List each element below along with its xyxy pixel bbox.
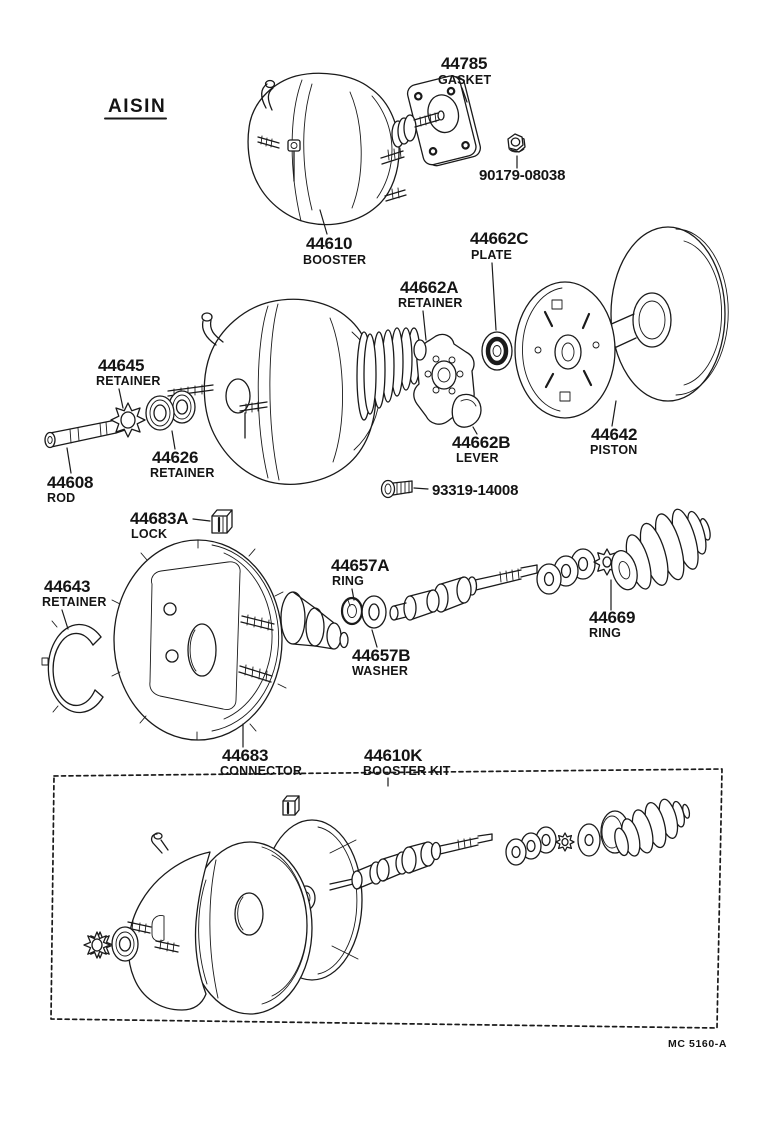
part-code: 44662C <box>470 229 529 248</box>
part-code: 44610K <box>364 746 423 765</box>
leader-line <box>612 401 616 426</box>
label-44642 <box>590 401 638 457</box>
part-code: 44785 <box>441 54 488 73</box>
label-44683 <box>220 724 302 778</box>
part-code: 93319-14008 <box>432 482 519 499</box>
label-44626 <box>150 431 215 480</box>
leader-line <box>492 263 496 330</box>
leader-line <box>62 610 68 629</box>
leader-line <box>172 431 175 449</box>
part-code: 44657A <box>331 556 390 575</box>
part-code: 44669 <box>589 608 636 627</box>
retainer-44643-drawing <box>42 621 103 713</box>
part-name: LEVER <box>456 451 499 465</box>
label-44683A <box>130 509 210 541</box>
ring-44657a-drawing <box>342 598 362 624</box>
part-name: GASKET <box>438 73 492 87</box>
part-name: RETAINER <box>398 296 463 310</box>
label-93319-14008 <box>414 482 518 499</box>
part-name: BOOSTER KIT <box>363 764 451 778</box>
leader-line <box>67 448 71 473</box>
leader-line <box>119 389 123 408</box>
bolt-93319-drawing <box>382 481 413 498</box>
part-code: 44662A <box>400 278 459 297</box>
part-code: 44626 <box>152 448 199 467</box>
brand-label: AISIN <box>108 96 167 117</box>
part-code: 44683A <box>130 509 189 528</box>
part-name: LOCK <box>131 527 168 541</box>
leader-line <box>423 311 426 340</box>
part-code: 90179-08038 <box>479 167 566 184</box>
label-44657A <box>331 556 389 600</box>
leader-line <box>414 488 428 489</box>
lever-44662b-drawing <box>452 394 481 427</box>
part-code: 44610 <box>306 234 353 253</box>
boot-drawing <box>601 502 721 597</box>
part-name: RING <box>332 574 365 588</box>
nut-drawing <box>508 134 525 152</box>
part-name: WASHER <box>352 664 409 678</box>
label-44610K <box>363 746 451 786</box>
lock-44683a-drawing <box>212 510 232 533</box>
washer-44657b-drawing <box>362 596 386 628</box>
part-name: BOOSTER <box>303 253 367 267</box>
part-name: RETAINER <box>96 374 161 388</box>
rod-44608-drawing <box>45 419 125 448</box>
mid-booster-drawing <box>168 299 420 484</box>
label-44608 <box>47 448 93 505</box>
gasket-drawing <box>406 73 483 169</box>
label-90179-08038 <box>479 156 565 184</box>
leader-line <box>372 630 377 647</box>
retainer-44645-drawing <box>111 403 145 437</box>
part-name: PISTON <box>590 443 638 457</box>
part-code: 44657B <box>352 646 411 665</box>
piston-44642-drawing <box>515 227 728 418</box>
label-44662B <box>452 427 510 465</box>
label-44657B <box>352 630 410 678</box>
part-code: 44645 <box>98 356 145 375</box>
plate-44662c-drawing <box>482 332 512 370</box>
washer-set-drawing <box>537 549 595 594</box>
part-name: ROD <box>47 491 76 505</box>
part-name: CONNECTOR <box>220 764 303 778</box>
booster-kit-drawing <box>84 794 696 1014</box>
part-code: 44608 <box>47 473 94 492</box>
part-code: 44683 <box>222 746 269 765</box>
part-name: RETAINER <box>150 466 215 480</box>
label-44662C <box>470 229 528 330</box>
part-name: PLATE <box>471 248 513 262</box>
part-code: 44662B <box>452 433 511 452</box>
operating-rod-drawing <box>390 565 537 620</box>
part-name: RING <box>589 626 622 640</box>
bearing-44626-drawing <box>146 391 195 430</box>
doc-code: MC 5160-A <box>668 1038 728 1050</box>
part-code: 44642 <box>591 425 638 444</box>
leader-line <box>193 519 210 521</box>
part-code: 44643 <box>44 577 91 596</box>
part-name: RETAINER <box>42 595 107 609</box>
connector-44683-drawing <box>112 540 348 740</box>
